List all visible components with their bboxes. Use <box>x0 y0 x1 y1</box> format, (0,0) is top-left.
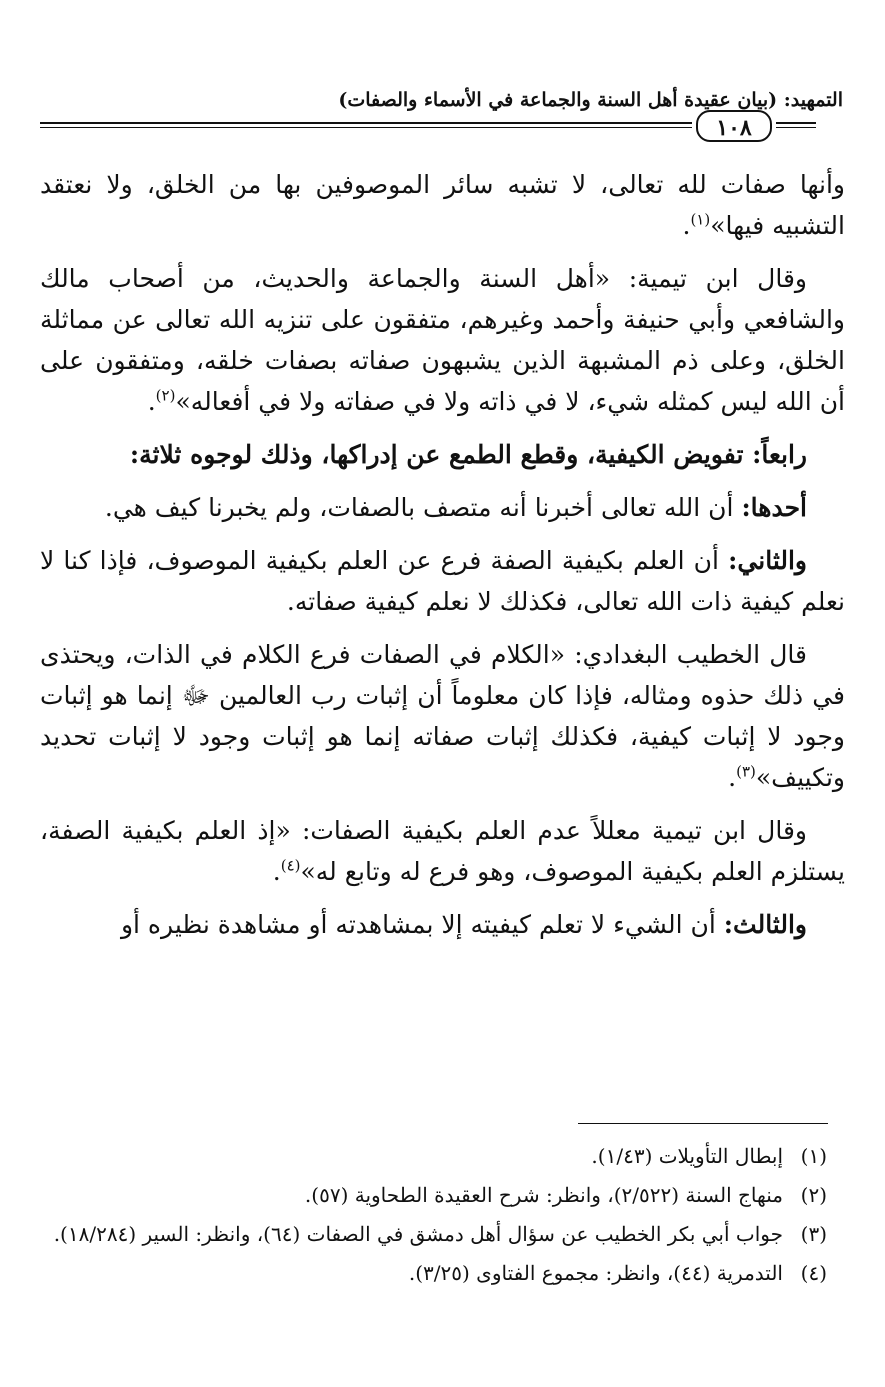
footnote-ref-2: (٢) <box>155 386 176 405</box>
header-rule-left <box>40 122 692 128</box>
footnote-ref-3: (٣) <box>736 762 756 781</box>
footnote-1: (١) إبطال التأويلات (١/٤٣). <box>591 1144 827 1168</box>
paragraph-4: وقال ابن تيمية معللاً عدم العلم بكيفية الصفات: «إذ العلم بكيفية الصفة، يستلزم العلم بكيفية الموصوف، وهو فرع له وتابع له»$^{(٤)}$. <box>40 816 845 886</box>
footnotes <box>40 1140 827 1296</box>
second-reason-label: والثاني: <box>728 546 807 575</box>
footnote-3: (٣) جواب أبي بكر الخطيب عن سؤال أهل دمشق في الصفات (٦٤)، وانظر: السير (١٨/٢٨٤). <box>53 1222 827 1246</box>
paragraph-2: وقال ابن تيمية: «أهل السنة والجماعة والحديث، من أصحاب مالك والشافعي وأبي حنيفة وأحمد وغيرهم، متفقون على تنزيه الله تعالى عن مماثلة الخلق، وعلى ذم المشبهة الذين يشبهون صفاته بصفات خلقه، ومتفقون على أن الله ليس كمثله شيء، لا في ذاته ولا في صفاته ولا في أفعاله»$^{(٢)}$. <box>40 264 845 416</box>
main-text <box>40 164 845 957</box>
footnote-ref-4: (٤) <box>280 856 301 875</box>
footnote-4: (٤) التدمرية (٤٤)، وانظر: مجموع الفتاوى (٣/٢٥). <box>408 1261 827 1285</box>
running-title: التمهيد: (بيان عقيدة أهل السنة والجماعة في الأسماء والصفات) <box>338 89 843 111</box>
header-rule-right <box>776 122 816 128</box>
section-heading: رابعاً: تفويض الكيفية، وقطع الطمع عن إدراكها، وذلك لوجوه ثلاثة: <box>129 440 807 469</box>
footnote-ref-1: (١) <box>690 210 711 229</box>
footnote-2: (٢) منهاج السنة (٢/٥٢٢)، وانظر: شرح العقيدة الطحاوية (٥٧). <box>304 1183 827 1207</box>
paragraph-3: قال الخطيب البغدادي: «الكلام في الصفات فرع الكلام في الذات، ويحتذى في ذلك حذوه ومثاله، فإذا كان معلوماً أن إثبات رب العالمين ﷻ إنما هو إثبات وجود لا إثبات كيفية، فكذلك إثبات صفاته إنما هو إثبات وجود لا إثبات تحديد وتكييف»$^{(٣)}$. <box>40 640 845 792</box>
paragraph-1: وأنها صفات لله تعالى، لا تشبه سائر الموصوفين بها من الخلق، ولا نعتقد التشبيه فيها»$^{(١)}$. <box>40 170 845 240</box>
third-reason-label: والثالث: <box>723 910 807 939</box>
paragraph-second-reason: والثاني: أن العلم بكيفية الصفة فرع عن العلم بكيفية الموصوف، فإذا كنا لا نعلم كيفية ذات الله تعالى، فكذلك لا نعلم كيفية صفاته. <box>40 546 845 616</box>
footnote-separator <box>578 1123 828 1124</box>
page-number: ١٠٨ <box>696 110 772 142</box>
paragraph-third-reason: والثالث: أن الشيء لا تعلم كيفيته إلا بمشاهدته أو مشاهدة نظيره أو <box>120 910 807 939</box>
paragraph-first-reason: أحدها: أن الله تعالى أخبرنا أنه متصف بالصفات، ولم يخبرنا كيف هي. <box>104 493 807 522</box>
first-reason-label: أحدها: <box>741 493 807 522</box>
